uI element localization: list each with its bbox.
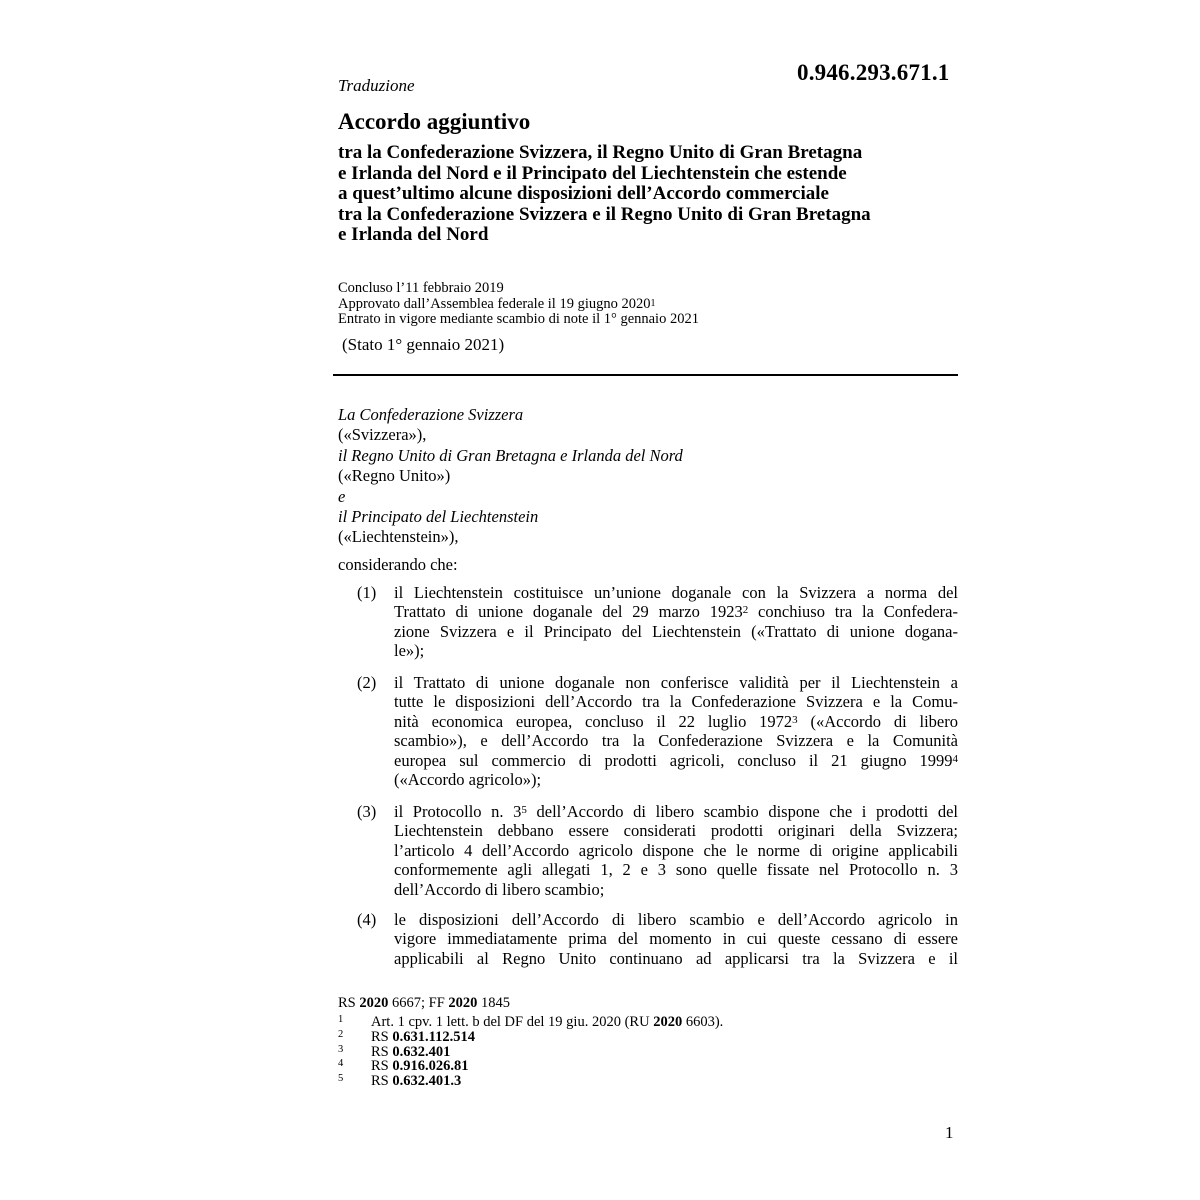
recital-4 — [357, 910, 958, 970]
recital-text-part: nità economica europea, concluso il 22 luglio 1972 — [394, 711, 793, 731]
footnote-number: 2 — [338, 1028, 344, 1040]
footnote-text-part: Art. 1 cpv. 1 lett. b del DF del 19 giu. 2020 (RU — [371, 1014, 654, 1030]
recital-number: (1) — [357, 583, 377, 602]
recital-text — [394, 802, 958, 899]
recital-line — [394, 712, 958, 731]
recital-line: conformemente agli allegati 1, 2 e 3 sono quelle fissate nel Protocollo n. 3 — [394, 860, 958, 880]
footnote-number: 1 — [338, 1014, 344, 1025]
footnote-text-part: RS — [371, 1028, 393, 1045]
footnote-text-part: RS — [371, 1073, 393, 1090]
parties-block — [338, 405, 683, 548]
translation-label: Traduzione — [338, 76, 415, 95]
recital-text-part: («Accordo di libero — [797, 711, 959, 731]
recital-text — [394, 673, 958, 789]
recital-line: l’articolo 4 dell’Accordo agricolo dispone che le norme di origine applicabili — [394, 840, 958, 860]
footnote-number: 3 — [338, 1043, 344, 1055]
recital-text-part: Trattato di unione doganale del 29 marzo 1923 — [394, 602, 743, 622]
page-number: 1 — [945, 1123, 954, 1142]
subtitle-line: e Irlanda del Nord — [338, 224, 489, 245]
state-date: (Stato 1° gennaio 2021) — [342, 335, 505, 354]
recital-number: (3) — [357, 802, 377, 821]
approved-text: Approvato dall’Assemblea federale il 19 giugno 2020 — [338, 295, 651, 312]
footnote-text — [371, 1015, 723, 1030]
subtitle-line: e Irlanda del Nord e il Principato del Liechtenstein che estende — [338, 162, 847, 184]
subtitle-line: a quest’ultimo alcune disposizioni dell’Accordo commerciale — [338, 183, 829, 204]
party-uk-short: («Regno Unito») — [338, 466, 451, 486]
source-year: 2020 — [359, 995, 389, 1011]
considering-intro: considerando che: — [338, 555, 458, 574]
recital-line: zione Svizzera e il Principato del Liechtenstein («Trattato di unione dogana- — [394, 621, 958, 641]
party-uk: il Regno Unito di Gran Bretagna e Irlanda del Nord — [338, 445, 683, 465]
header-divider — [333, 374, 958, 376]
recital-number: (4) — [357, 910, 377, 929]
recital-line: applicabili al Regno Unito continuano ad applicarsi tra la Svizzera e il — [394, 948, 958, 968]
footnote-ref-number: 0.632.401 — [392, 1043, 451, 1060]
recital-line: le disposizioni dell’Accordo di libero scambio e dell’Accordo agricolo in — [394, 910, 958, 929]
recital-text-part: il Protocollo n. 3 — [394, 802, 522, 821]
footnote-text-part: 6603). — [682, 1014, 724, 1030]
recital-line: («Accordo agricolo»); — [394, 770, 542, 790]
footnote-text-part: RS — [371, 1043, 393, 1060]
footnote-text — [371, 1059, 469, 1074]
footnote-ref[interactable]: 1 — [650, 297, 656, 309]
footnote-ref-number: 0.916.026.81 — [392, 1058, 469, 1075]
sr-number: 0.946.293.671.1 — [797, 60, 950, 85]
source-text: 6667; FF — [388, 995, 449, 1011]
footnote-text — [371, 1045, 450, 1060]
subtitle-line: tra la Confederazione Svizzera, il Regno Unito di Gran Bretagna — [338, 142, 863, 163]
in-force-date: Entrato in vigore mediante scambio di note il 1° gennaio 2021 — [338, 311, 699, 327]
footnote-text — [371, 1074, 461, 1089]
footnote-text — [371, 1030, 475, 1045]
recital-line — [394, 802, 958, 821]
footnote-ref[interactable]: 3 — [792, 713, 798, 726]
party-conjunction: e — [338, 486, 346, 506]
recital-line: il Trattato di unione doganale non conferisce validità per il Liechtenstein a — [394, 673, 958, 692]
recital-line: dell’Accordo di libero scambio; — [394, 879, 605, 899]
recital-line: le»); — [394, 641, 425, 661]
recital-2 — [357, 673, 958, 790]
recital-text-part: dell’Accordo di libero scambio dispone che i prodotti del — [526, 802, 958, 821]
party-switzerland-short: («Svizzera»), — [338, 425, 427, 445]
source-text: RS — [338, 995, 360, 1011]
approved-date — [338, 297, 699, 313]
party-switzerland: La Confederazione Svizzera — [338, 405, 524, 424]
recital-text-part: conchiuso tra la Confedera- — [748, 602, 958, 622]
footnote-ref[interactable]: 5 — [521, 804, 527, 816]
source-text: 1845 — [477, 995, 511, 1011]
recital-text — [394, 583, 958, 661]
recital-3 — [357, 802, 958, 899]
footnote-text-part: RS — [371, 1058, 393, 1075]
footnote-ref[interactable]: 4 — [952, 752, 958, 765]
source-year: 2020 — [448, 995, 478, 1011]
recital-line — [394, 602, 958, 621]
recital-line: scambio»), e dell’Accordo tra la Confederazione Svizzera e la Comunità — [394, 731, 958, 751]
recital-text — [394, 910, 958, 968]
recital-line: il Liechtenstein costituisce un’unione doganale con la Svizzera a norma del — [394, 583, 958, 602]
date-block — [338, 281, 699, 328]
recital-line: Liechtenstein debbano essere considerati prodotti originari della Svizzera; — [394, 821, 958, 841]
footnote-ref-number: 2020 — [653, 1014, 683, 1030]
recital-line — [394, 751, 958, 770]
party-liechtenstein: il Principato del Liechtenstein — [338, 507, 539, 527]
recital-1 — [357, 583, 958, 661]
subtitle-line: tra la Confederazione Svizzera e il Regno Unito di Gran Bretagna — [338, 203, 871, 225]
document-title: Accordo aggiuntivo — [338, 109, 531, 134]
recital-line: vigore immediatamente prima del momento in cui queste cessano di essere — [394, 929, 958, 949]
footnote-number: 5 — [338, 1073, 344, 1085]
footnote-ref[interactable]: 2 — [742, 604, 749, 617]
footnote-ref-number: 0.631.112.514 — [392, 1028, 475, 1045]
recital-number: (2) — [357, 673, 377, 692]
footnote-number: 4 — [338, 1058, 344, 1070]
source-references — [338, 995, 510, 1012]
document-subtitle — [338, 143, 958, 246]
recital-text-part: europea sul commercio di prodotti agricoli, concluso il 21 giugno 1999 — [394, 750, 953, 770]
concluded-date: Concluso l’11 febbraio 2019 — [338, 280, 504, 296]
party-liechtenstein-short: («Liechtenstein»), — [338, 527, 459, 547]
recital-line: tutte le disposizioni dell’Accordo tra la Confederazione Svizzera e la Comu- — [394, 692, 958, 712]
footnote-ref-number: 0.632.401.3 — [392, 1073, 462, 1090]
